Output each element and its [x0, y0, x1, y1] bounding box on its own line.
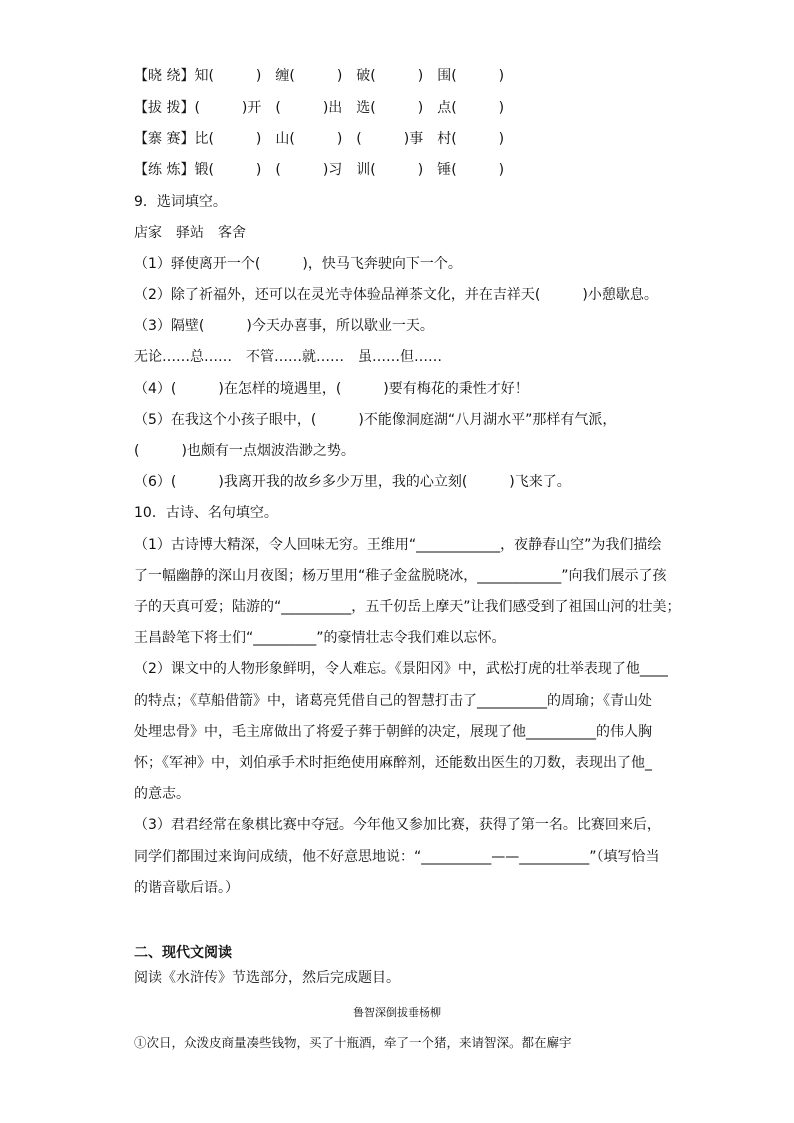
text-line: （2）除了祈福外，还可以在灵光寺体验品禅茶文化，并在吉祥天( )小憩歇息。 [134, 287, 658, 303]
text-line: （1）古诗博大精深，令人回味无穷。王维用“____________，夜静春山空”为我们描绘 [134, 537, 662, 553]
question-heading: 10．古诗、名句填空。 [134, 505, 278, 521]
section-intro: 阅读《水浒传》节选部分，然后完成题目。 [134, 970, 400, 986]
text-line: （5）在我这个小孩子眼中，( )不能像洞庭湖“八月湖水平”那样有气派， [134, 412, 617, 428]
text-line: 王昌龄笔下将士们“_________”的豪情壮志令我们难以忘怀。 [134, 630, 506, 646]
section-heading: 二、现代文阅读 [134, 945, 232, 961]
text-line: 的意志。 [134, 786, 190, 802]
text-line: 无论……总…… 不管……就…… 虽……但…… [134, 349, 442, 365]
text-line: 【拔 拨】( )开 ( )出 选( ) 点( ) [134, 100, 505, 116]
passage-title: 鲁智深倒拔垂杨柳 [353, 1006, 441, 1019]
text-line: （6）( )我离开我的故乡多少万里，我的心立刻( )飞来了。 [134, 474, 571, 490]
text-line: 的谐音歇后语。） [134, 880, 239, 896]
text-line: 【晓 绕】知( ) 缠( ) 破( ) 围( ) [134, 68, 505, 84]
text-line: （3）隔壁( )今天办喜事，所以歇业一天。 [134, 318, 434, 334]
passage-paragraph: ①次日，众泼皮商量凑些钱物，买了十瓶酒，牵了一个猪，来请智深。都在廨宇 [134, 1035, 572, 1050]
text-line: 了一幅幽静的深山月夜图；杨万里用“稚子金盆脱晓冰，____________”向我们展示了孩 [134, 568, 667, 584]
text-line: （4）( )在怎样的境遇里，( )要有梅花的秉性才好！ [134, 381, 529, 397]
text-line: 处埋忠骨》中，毛主席做出了将爱子葬于朝鲜的决定，展现了他__________的伟人胸 [134, 724, 652, 740]
text-line: （3）君君经常在象棋比赛中夺冠。今年他又参加比赛，获得了第一名。比赛回来后， [134, 817, 661, 833]
text-line: （1）驿使离开一个( )，快马飞奔驶向下一个。 [134, 256, 462, 272]
text-line: 子的天真可爱；陆游的“__________，五千仞岳上摩天”让我们感受到了祖国山河的壮美； [134, 599, 681, 615]
text-line: 的特点；《草船借箭》中，诸葛亮凭借自己的智慧打击了__________的周瑜；《青山处 [134, 693, 652, 709]
text-line: （2）课文中的人物形象鲜明，令人难忘。《景阳冈》中，武松打虎的壮举表现了他____ [134, 661, 668, 677]
text-line: 【练 炼】锻( ) ( )习 训( ) 锤( ) [134, 162, 505, 178]
text-line: 同学们都围过来询问成绩，他不好意思地说：“__________——__________”（填写恰当 [134, 849, 660, 865]
text-line: ( )也颇有一点烟波浩渺之势。 [134, 443, 355, 459]
text-line: 店家 驿站 客舍 [134, 225, 246, 241]
question-heading: 9．选词填空。 [134, 194, 227, 210]
text-line: 怀；《军神》中，刘伯承手术时拒绝使用麻醉剂，还能数出医生的刀数，表现出了他_ [134, 755, 652, 771]
text-line: 【寨 赛】比( ) 山( ) ( )事 村( ) [134, 131, 505, 147]
